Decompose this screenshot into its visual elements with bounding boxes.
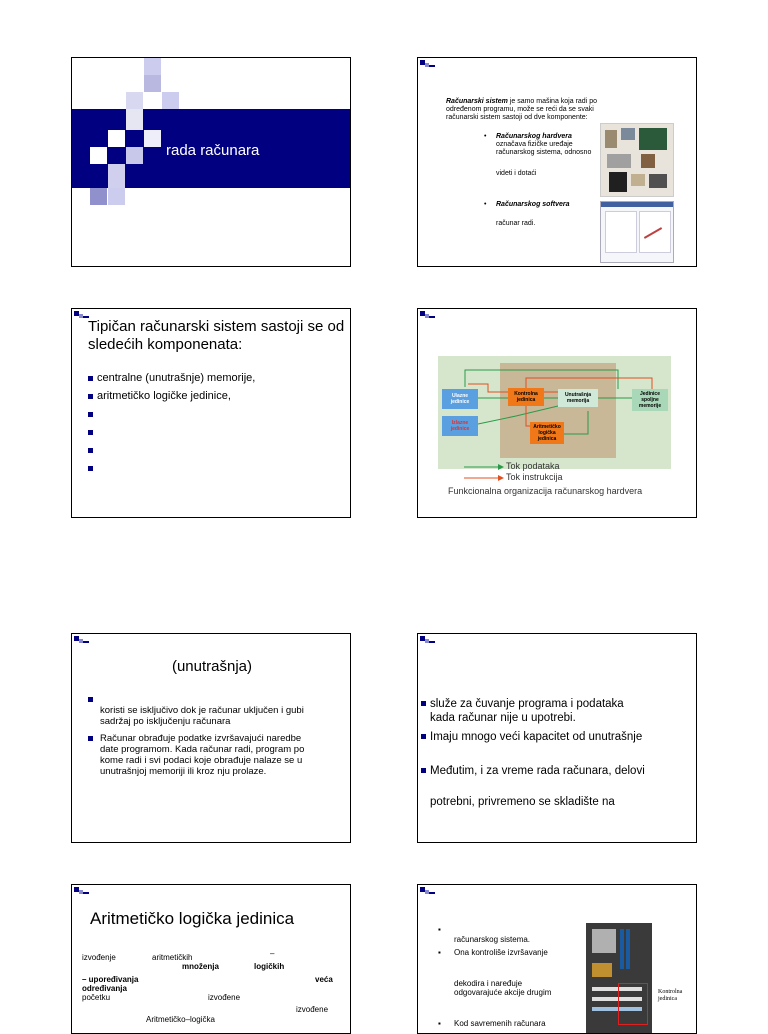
slide-1	[71, 57, 351, 267]
list-item	[88, 408, 97, 420]
band-square	[90, 147, 107, 164]
slide-7	[71, 884, 351, 1034]
slide-heading: Aritmetičko logička jedinica	[90, 909, 295, 928]
bullet-dot: •	[484, 201, 487, 208]
slide-title: rada računara	[166, 142, 260, 159]
band-square	[126, 147, 143, 164]
box-external-memory: Jedinice spoljne memorije	[632, 389, 668, 411]
fragment-text: početku	[82, 993, 111, 1002]
paragraph-text: Ona kontroliše izvršavanje	[454, 948, 548, 957]
slide-heading: (unutrašnja)	[171, 658, 253, 675]
box-input-units: Ulazne jedinice	[442, 389, 478, 409]
bullet-marker: ▪	[438, 925, 441, 934]
band-square	[108, 130, 125, 147]
paragraph-text: dekodira i naređuje	[454, 979, 523, 988]
corner-logo-icon	[74, 887, 90, 897]
bullet-marker	[88, 694, 97, 705]
fragment-text: logičkih	[254, 962, 285, 971]
band-square	[126, 109, 143, 130]
list-item: Međutim, i za vreme rada računara, delovi	[421, 764, 696, 778]
decorative-square	[90, 188, 107, 205]
list-item: Imaju mnogo veći kapacitet od unutrašnje	[421, 730, 696, 744]
box-control-unit: Kontrolna jedinica	[508, 388, 544, 406]
box-alu: Aritmetičko logička jedinica	[530, 422, 564, 444]
fragment-text: množenja	[182, 962, 219, 971]
slide-8	[417, 884, 697, 1034]
control-unit-label: Kontrolna jedinica	[658, 989, 683, 1002]
list-item: služe za čuvanje programa i podataka kada računar nije u upotrebi.	[421, 697, 696, 725]
fragment-text: izvođene	[208, 993, 241, 1002]
corner-logo-icon	[74, 636, 90, 646]
band-square	[144, 130, 161, 147]
motherboard-image	[586, 923, 652, 1034]
corner-logo-icon	[420, 887, 436, 897]
software-image	[600, 201, 674, 263]
corner-logo-icon	[420, 636, 436, 646]
arrow-instruction-legend-icon	[464, 471, 504, 485]
corner-logo-icon	[420, 60, 436, 70]
diagram-arrows	[438, 356, 671, 469]
hardware-diagram	[438, 356, 671, 469]
slide-5	[71, 633, 351, 843]
software-title: Računarskog softvera	[496, 201, 570, 208]
software-text: računar radi.	[496, 220, 536, 227]
decorative-square	[108, 188, 125, 205]
fragment-text: –	[270, 949, 275, 958]
hardware-text-end: videti i dotaći	[496, 170, 537, 177]
list-item-continuation: potrebni, privremeno se skladište na	[430, 796, 615, 808]
paragraph-text: Kod savremenih računara	[454, 1019, 546, 1028]
list-item	[88, 462, 97, 474]
fragment-text: izvođene	[296, 1005, 329, 1014]
bullet-marker: ▪	[438, 948, 441, 957]
paragraph-1: koristi se isključivo dok je računar uključen i gubi sadržaj po isključenju računara	[100, 705, 304, 727]
fragment-text: aritmetičkih	[152, 953, 193, 962]
fragment-text: određivanja	[82, 984, 127, 993]
list-item: aritmetičko logičke jedinice,	[88, 390, 231, 402]
paragraph-text: odgovarajuće akcije drugim	[454, 988, 552, 997]
band-square	[108, 164, 125, 188]
fragment-text: Aritmetičko–logička	[146, 1015, 215, 1024]
fragment-text: izvođenje	[82, 953, 116, 962]
slide-4	[417, 308, 697, 518]
slide-2	[417, 57, 697, 267]
box-output-units: Izlazne jedinice	[442, 416, 478, 436]
slide-heading: Tipičan računarski sistem sastoji se od sledećih komponenata:	[88, 318, 345, 353]
paragraph-2: Računar obrađuje podatke izvršavajući naredbe date programom. Kada računar radi, program po kome radi i svi podaci koje obrađuje nalaze se u unutrašnjoj memoriji ili kroz nju prolaze.	[100, 733, 305, 777]
fragment-text: veća	[315, 975, 333, 984]
list-item: centralne (unutrašnje) memorije,	[88, 372, 255, 384]
legend-instruction-flow: Tok instrukcija	[506, 472, 563, 482]
bullet-marker: ▪	[438, 1019, 441, 1028]
list-item	[88, 444, 97, 456]
hardware-text: Računarskog hardvera označava fizičke uređaje računarskog sistema, odnosno	[496, 133, 592, 156]
hardware-image	[600, 123, 674, 197]
corner-logo-icon	[420, 311, 436, 321]
box-internal-memory: Unutrašnja memorija	[558, 389, 598, 407]
intro-text: Računarski sistem je samo mašina koja radi po određenom programu, može se reći da se svaki računarski sistem sastoji od dve komponente:	[446, 98, 597, 121]
slide-6	[417, 633, 697, 843]
list-item	[88, 426, 97, 438]
bullet-marker	[88, 733, 97, 744]
slide-3	[71, 308, 351, 518]
paragraph-text: računarskog sistema.	[454, 935, 531, 944]
fragment-text: – upoređivanja	[82, 975, 139, 984]
bullet-dot: •	[484, 133, 487, 140]
legend-data-flow: Tok podataka	[506, 461, 560, 471]
diagram-caption: Funkcionalna organizacija računarskog hardvera	[448, 486, 643, 496]
